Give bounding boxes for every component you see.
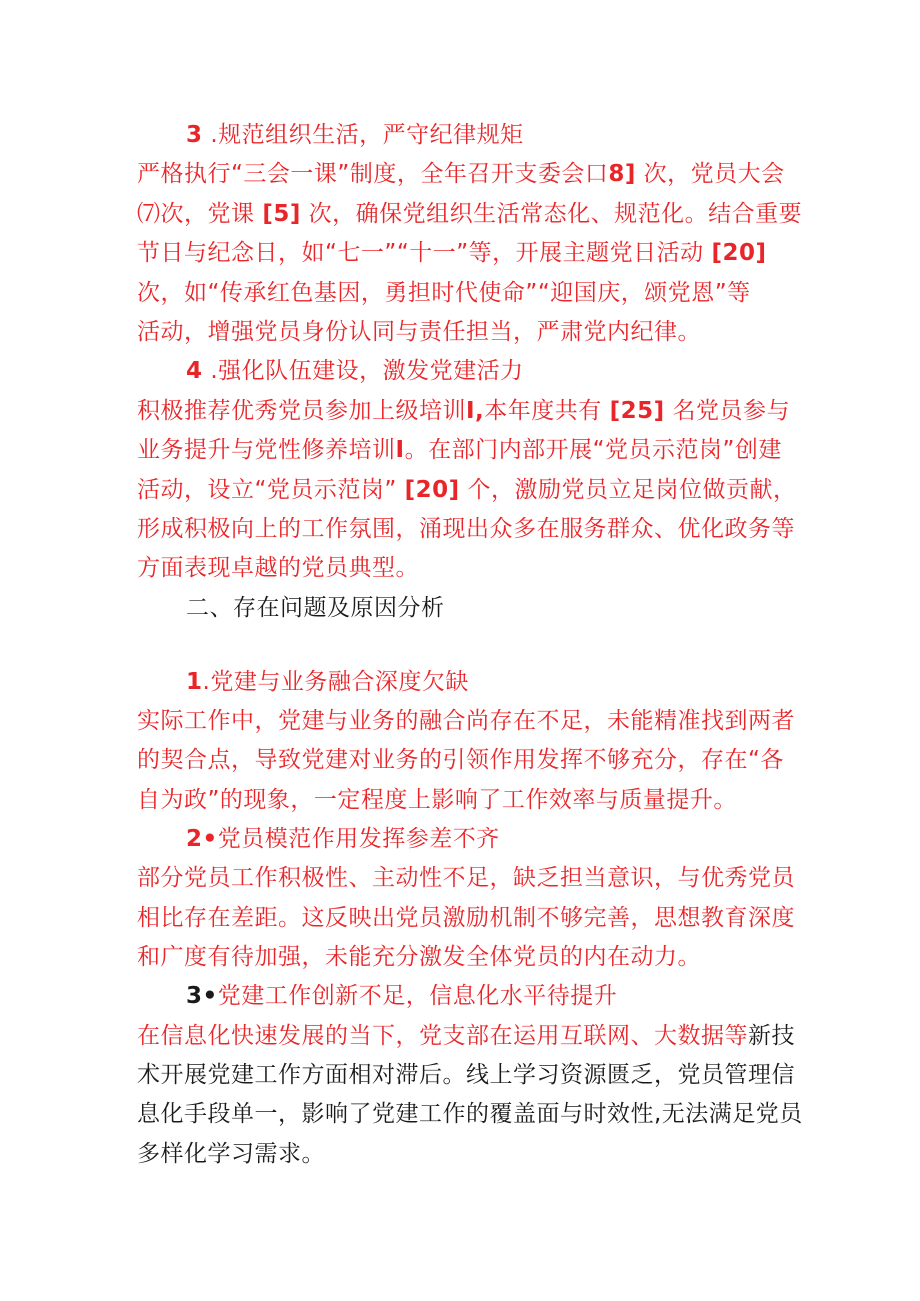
paragraph-line: [137, 479, 797, 502]
paragraph-line: [137, 789, 737, 812]
text-run: 严格执行“三会一课”制度，全年召开支委会口: [137, 161, 609, 187]
text-run: 2•: [186, 826, 218, 852]
text-run: 活动，设立“党员示范岗”: [137, 477, 405, 503]
paragraph-line: [137, 867, 795, 890]
text-run: 节日与纪念日，如“七一”“十一”等，开展主题党日活动: [137, 240, 712, 266]
text-run: 多样化学习需求。: [137, 1141, 325, 1167]
text-run: 个，激励党员立足岗位做贡献，: [459, 477, 797, 503]
paragraph-line: [137, 203, 802, 226]
text-run: 相比存在差距。这反映出党员激励机制不够完善，思想教育深度: [137, 905, 795, 931]
paragraph-line: [137, 710, 795, 733]
text-run: [25]: [609, 398, 665, 424]
paragraph-line: [137, 518, 795, 541]
text-run: 本年度共有: [484, 398, 610, 424]
text-run: I,: [466, 398, 485, 424]
text-run: 方面表现卓越的党员典型。: [137, 555, 419, 581]
paragraph-line: [137, 439, 782, 462]
paragraph-line: [137, 749, 784, 772]
text-run: ⑺次，党课: [137, 201, 263, 227]
text-run: 新技: [748, 1023, 795, 1049]
subheading-3-organize-life: [186, 124, 524, 147]
paragraph-line: [137, 1103, 803, 1126]
text-run: 8]: [608, 161, 636, 187]
paragraph-line: [137, 946, 701, 969]
paragraph-line: [137, 557, 419, 580]
text-run: 和广度有待加强，未能充分激发全体党员的内在动力。: [137, 944, 701, 970]
text-run: 次，如“传承红色基因，勇担时代使命”“迎国庆，颂党恩”等: [137, 280, 751, 306]
text-run: [20]: [404, 477, 460, 503]
subheading-1-integration: [186, 671, 469, 694]
text-run: 活动，增强党员身份认同与责任担当，严肃党内纪律。: [137, 319, 701, 345]
text-run: 部分党员工作积极性、主动性不足，缺乏担当意识，与优秀党员: [137, 865, 795, 891]
text-run: 术开展党建工作方面相对滞后。线上学习资源匮乏，党员管理信: [137, 1062, 795, 1088]
text-run: 4: [186, 358, 203, 384]
subheading-2-model-role: [186, 828, 500, 851]
paragraph-line: [137, 242, 767, 265]
text-run: 3: [186, 122, 203, 148]
paragraph-line: [137, 1143, 325, 1166]
paragraph-line: [137, 321, 701, 344]
text-run: 的契合点，导致党建对业务的引领作用发挥不够充分，存在“各: [137, 747, 784, 773]
text-run: 息化手段单一，影响了党建工作的覆盖面与时效性,无法满足党员: [137, 1101, 803, 1127]
paragraph-line: [137, 1025, 795, 1048]
subheading-3-innovation: [186, 985, 617, 1008]
text-run: I: [395, 437, 405, 463]
paragraph-line: [137, 163, 785, 186]
section-heading-problems: [186, 597, 445, 620]
paragraph-line: [137, 282, 751, 305]
text-run: 自为政”的现象，一定程度上影响了工作效率与质量提升。: [137, 787, 737, 813]
paragraph-line: [137, 907, 795, 930]
text-run: .党建与业务融合深度欠缺: [202, 669, 469, 695]
text-run: 积极推荐优秀党员参加上级培训: [137, 398, 466, 424]
text-run: 党员模范作用发挥参差不齐: [217, 826, 500, 852]
text-run: 二、存在问题及原因分析: [186, 595, 445, 621]
text-run: .强化队伍建设，激发党建活力: [202, 358, 524, 384]
text-run: 党建工作创新不足，信息化水平待提升: [217, 983, 618, 1009]
text-run: 形成积极向上的工作氛围，涌现出众多在服务群众、优化政务等: [137, 516, 795, 542]
text-run: 1: [186, 669, 203, 695]
text-run: .规范组织生活，严守纪律规矩: [202, 122, 524, 148]
text-run: [5]: [262, 201, 301, 227]
text-run: 实际工作中，党建与业务的融合尚存在不足，未能精准找到两者: [137, 708, 795, 734]
paragraph-line: [137, 1064, 795, 1087]
subheading-4-team-building: [186, 360, 524, 383]
text-run: [20]: [711, 240, 767, 266]
text-run: 。在部门内部开展“党员示范岗”创建: [404, 437, 782, 463]
paragraph-line: [137, 400, 790, 423]
text-run: 次，党员大会: [635, 161, 785, 187]
text-run: 3•: [186, 983, 218, 1009]
text-run: 在信息化快速发展的当下，党支部在运用互联网、大数据等: [137, 1023, 748, 1049]
text-run: 名党员参与: [664, 398, 790, 424]
text-run: 业务提升与党性修养培训: [137, 437, 396, 463]
text-run: 次，确保党组织生活常态化、规范化。结合重要: [300, 201, 803, 227]
